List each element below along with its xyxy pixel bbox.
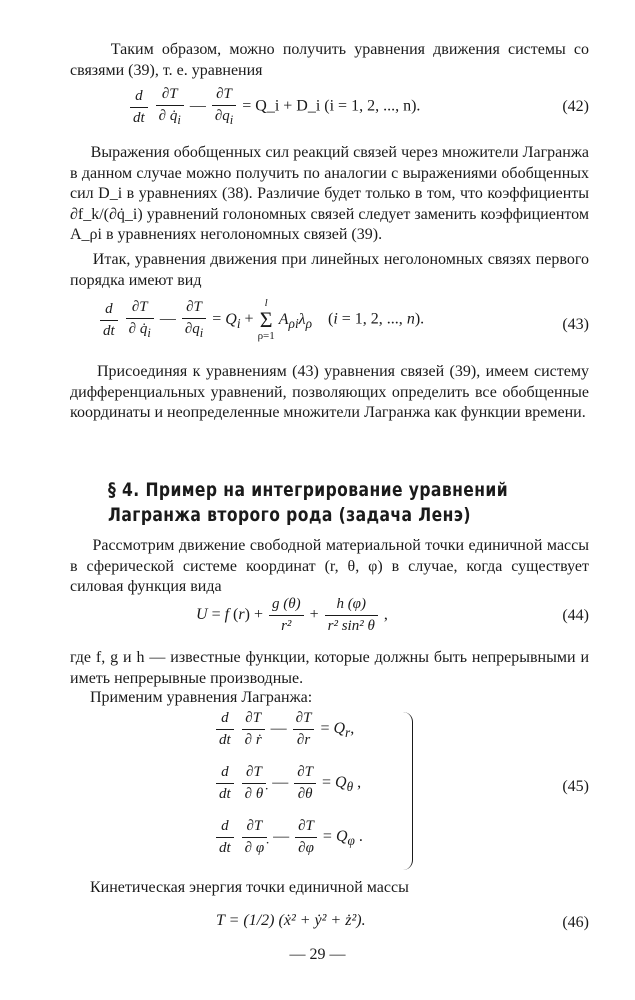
equation-44: U = f (r) + $\frac{g (\theta)}{\text{r²}}$ + $\frac{h (\varphi)}{\text{r² sin² θ}}$ , bbox=[196, 596, 388, 634]
paragraph-8: Кинетическая энергия точки единичной массы bbox=[90, 879, 409, 896]
equation-45-phi: $\frac{d}{dt}$ $\frac{\partial T}{\partial \varphi̇}$ — $\frac{\partial T}{\partial\varphi}$ = $Q_\varphi$ . bbox=[214, 818, 363, 857]
page-number: — 29 — bbox=[289, 946, 346, 963]
section-heading: § 4. Пример на интегрирование уравнений Лагранжа второго рода (задача Ленэ) bbox=[108, 479, 509, 526]
paragraph-7: Применим уравнения Лагранжа: bbox=[90, 689, 313, 706]
paragraph-2: Выражения обобщенных сил реакций связей через множители Лагранжа в данном случае можно получить по аналогии с выражениями обобщенных сил D_i в уравнениях (38). Различие будет только в том, что коэффициенты ∂f_k/(∂q̇_i) уравнений голономных связей следует заменить коэффициентом A_ρi в уравнениях неголономных связей (39). bbox=[70, 144, 590, 243]
equation-42: $\frac{d}{dt}$ $\frac{\partial T}{\partial q̇_i}$ — $\frac{\partial T}{\partial q_i}$ = Q_i + D_i (i = 1, 2, ..., n). bbox=[128, 86, 420, 128]
equation-46: T = (1/2) (ẋ² + ẏ² + ż²). bbox=[216, 912, 366, 929]
equation-45-r: $\frac{d}{dt}$ $\frac{\partial T}{\text{∂ ṙ}}$ — $\frac{\partial T}{\partial r}$ = $Q_r$, bbox=[214, 710, 354, 749]
equation-42-rhs: = Q_i + D_i (i = 1, 2, ..., n). bbox=[242, 97, 421, 115]
paragraph-6: где f, g и h — известные функции, которые должны быть непрерывными и иметь непрерывные производные. bbox=[70, 649, 589, 687]
equation-45-theta: $\frac{d}{dt}$ $\frac{\partial T}{\partial \thetȧ}$ — $\frac{\partial T}{\partial\theta}$ = $Q_\theta$ , bbox=[214, 764, 361, 803]
equation-45-number: (45) bbox=[562, 778, 589, 795]
equation-43: $\frac{d}{dt}$ $\frac{\partial T}{\partial q̇_i}$ — $\frac{\partial T}{\partial q_i}$ = $Q_i + l$ Σ ρ=1 $A_{\rho i}\lambda_\rho$ (i = 1, 2, ..., n). bbox=[98, 298, 424, 342]
paragraph-1: Таким образом, можно получить уравнения движения системы со связями (39), т. е. уравнения bbox=[70, 41, 589, 79]
paragraph-4: Присоединяя к уравнениям (43) уравнения связей (39), имеем систему дифференциальных уравнений, позволяющих определить все обобщенные координаты и неопределенные множители Лагранжа как функции времени. bbox=[70, 363, 590, 421]
equation-44-number: (44) bbox=[562, 607, 589, 624]
equation-43-number: (43) bbox=[562, 316, 589, 333]
paragraph-5: Рассмотрим движение свободной материальной точки единичной массы в сферической системе координат (r, θ, φ) в случае, когда существует силовая функция вида bbox=[70, 537, 589, 595]
system-brace bbox=[398, 712, 413, 870]
equation-46-number: (46) bbox=[562, 914, 589, 931]
equation-42-number: (42) bbox=[562, 98, 589, 115]
paragraph-3: Итак, уравнения движения при линейных неголономных связях первого порядка имеют вид bbox=[70, 251, 590, 289]
